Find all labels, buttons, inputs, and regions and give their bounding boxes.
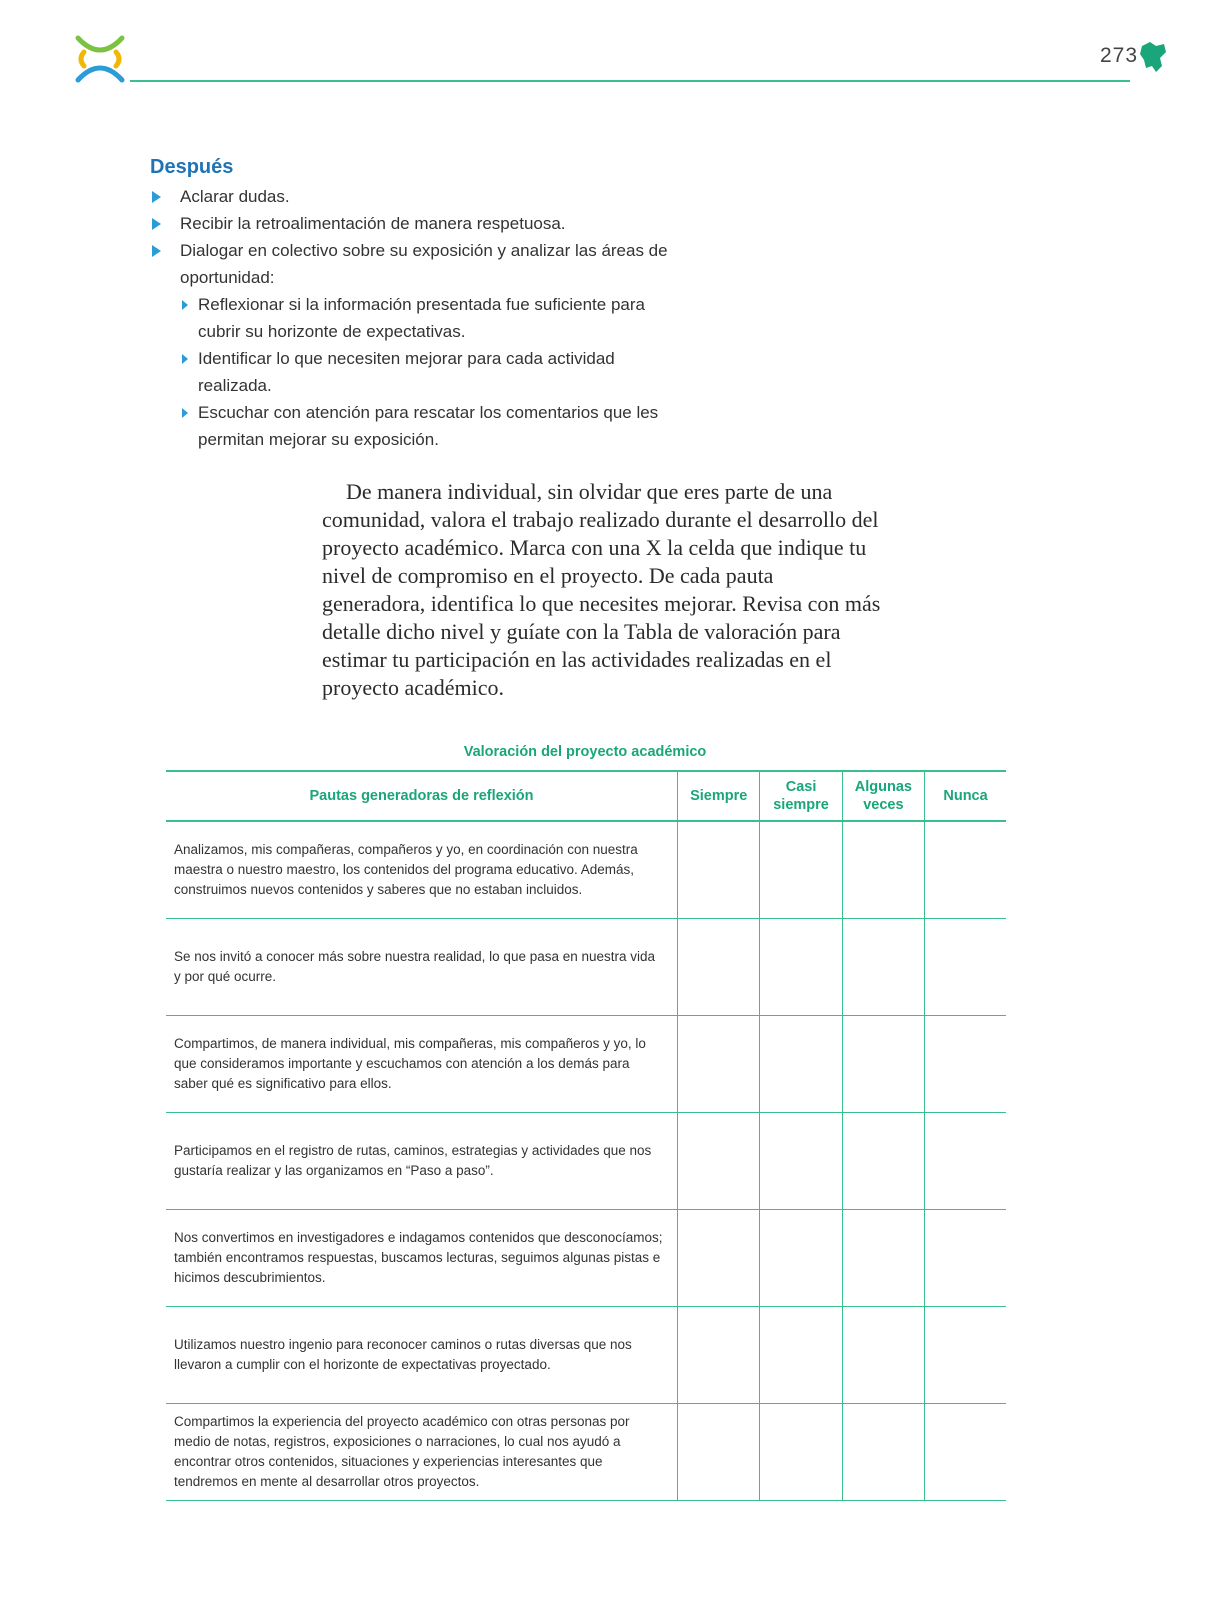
checkbox-cell-almost-always[interactable] (760, 1016, 842, 1113)
table-row (166, 1210, 1006, 1307)
checkbox-cell-sometimes[interactable] (842, 1016, 924, 1113)
checkbox-cell-always[interactable] (678, 1016, 760, 1113)
section-title: Después (150, 156, 234, 178)
section-despues (150, 156, 670, 453)
checkbox-cell-almost-always[interactable] (760, 1210, 842, 1307)
table-row (166, 1307, 1006, 1404)
bullet-arrow-icon (152, 191, 161, 203)
checkbox-cell-always[interactable] (678, 1113, 760, 1210)
checkbox-cell-never[interactable] (925, 1210, 1006, 1307)
checkbox-cell-sometimes[interactable] (842, 1113, 924, 1210)
checkbox-cell-sometimes[interactable] (842, 821, 924, 919)
sub-list-item-text: Escuchar con atención para rescatar los comentarios que les permitan mejorar su exposición. (198, 403, 659, 449)
list-item (150, 237, 670, 453)
table-caption: Valoración del proyecto académico (463, 744, 707, 760)
checkbox-cell-sometimes[interactable] (842, 1307, 924, 1404)
criterion-cell: Compartimos la experiencia del proyecto académico con otras personas por medio de notas, registros, exposiciones o narraciones, lo cual nos ayudó a encontrar otros contenidos, situaciones y experiencias interesantes que tendremos en mente al desarrollar otros proyectos. (166, 1404, 678, 1501)
header-never: Nunca (925, 771, 1006, 821)
sub-list-item-text: Reflexionar si la información presentada fue suficiente para cubrir su horizonte de expectativas. (198, 295, 645, 341)
page-number: 273 (1100, 44, 1139, 67)
criterion-cell: Participamos en el registro de rutas, caminos, estrategias y actividades que nos gustaría realizar y las organizamos en “Paso a paso”. (166, 1113, 678, 1210)
logo-icon (74, 34, 126, 84)
header-sometimes: Algunas veces (842, 771, 924, 821)
checkbox-cell-always[interactable] (678, 1404, 760, 1501)
checkbox-cell-sometimes[interactable] (842, 1404, 924, 1501)
sub-bullet-arrow-icon (182, 408, 188, 418)
checkbox-cell-always[interactable] (678, 1307, 760, 1404)
checkbox-cell-never[interactable] (925, 821, 1006, 919)
sub-list-item (180, 399, 670, 453)
valuation-table (166, 770, 1006, 1501)
table-row (166, 919, 1006, 1016)
checkbox-cell-always[interactable] (678, 919, 760, 1016)
checkbox-cell-almost-always[interactable] (760, 1113, 842, 1210)
checkbox-cell-always[interactable] (678, 1210, 760, 1307)
criterion-cell: Nos convertimos en investigadores e indagamos contenidos que desconocíamos; también encontramos respuestas, buscamos lecturas, seguimos algunas pistas e hicimos descubrimientos. (166, 1210, 678, 1307)
table-row (166, 1016, 1006, 1113)
checkbox-cell-almost-always[interactable] (760, 1404, 842, 1501)
checkbox-cell-almost-always[interactable] (760, 1307, 842, 1404)
map-emblem-icon (1138, 40, 1168, 74)
table-row (166, 1113, 1006, 1210)
checkbox-cell-always[interactable] (678, 821, 760, 919)
criterion-cell: Analizamos, mis compañeras, compañeros y yo, en coordinación con nuestra maestra o nuestro maestro, los contenidos del programa educativo. Además, construimos nuevos contenidos y saberes que no estaban incluidos. (166, 821, 678, 919)
sub-bullet-arrow-icon (182, 300, 188, 310)
sub-bullet-arrow-icon (182, 354, 188, 364)
table-row (166, 821, 1006, 919)
checkbox-cell-sometimes[interactable] (842, 919, 924, 1016)
list-item (150, 183, 670, 210)
checkbox-cell-never[interactable] (925, 1016, 1006, 1113)
list-item-text: Aclarar dudas. (180, 187, 290, 206)
sub-list-item (180, 291, 670, 345)
checkbox-cell-never[interactable] (925, 1113, 1006, 1210)
sub-list-item (180, 345, 670, 399)
header-almost-always: Casi siempre (760, 771, 842, 821)
bullet-list (150, 183, 670, 453)
checkbox-cell-never[interactable] (925, 1404, 1006, 1501)
checkbox-cell-never[interactable] (925, 919, 1006, 1016)
bullet-arrow-icon (152, 218, 161, 230)
criterion-cell: Utilizamos nuestro ingenio para reconocer caminos o rutas diversas que nos llevaron a cumplir con el horizonte de expectativas proyectado. (166, 1307, 678, 1404)
list-item (150, 210, 670, 237)
table-header-row (166, 771, 1006, 821)
checkbox-cell-never[interactable] (925, 1307, 1006, 1404)
sub-bullet-list (180, 291, 670, 453)
criterion-cell: Se nos invitó a conocer más sobre nuestra realidad, lo que pasa en nuestra vida y por qué ocurre. (166, 919, 678, 1016)
header-criterion: Pautas generadoras de reflexión (166, 771, 678, 821)
header-rule (130, 80, 1130, 82)
list-item-text: Dialogar en colectivo sobre su exposición y analizar las áreas de oportunidad: (180, 241, 668, 287)
criterion-cell: Compartimos, de manera individual, mis compañeras, mis compañeros y yo, lo que consideramos importante y escuchamos con atención a los demás para saber qué es significativo para ellos. (166, 1016, 678, 1113)
checkbox-cell-sometimes[interactable] (842, 1210, 924, 1307)
bullet-arrow-icon (152, 245, 161, 257)
sub-list-item-text: Identificar lo que necesiten mejorar para cada actividad realizada. (198, 349, 615, 395)
table-row (166, 1404, 1006, 1501)
header-always: Siempre (678, 771, 760, 821)
intro-paragraph: De manera individual, sin olvidar que eres parte de una comunidad, valora el trabajo realizado durante el desarrollo del proyecto académico. Marca con una X la celda que indique tu nivel de compromiso en el proyecto. De cada pauta generadora, identifica lo que necesites mejorar. Revisa con más detalle dicho nivel y guíate con la Tabla de valoración para estimar tu participación en las actividades realizadas en el proyecto académico. (322, 479, 881, 700)
checkbox-cell-almost-always[interactable] (760, 821, 842, 919)
checkbox-cell-almost-always[interactable] (760, 919, 842, 1016)
list-item-text: Recibir la retroalimentación de manera respetuosa. (180, 214, 566, 233)
